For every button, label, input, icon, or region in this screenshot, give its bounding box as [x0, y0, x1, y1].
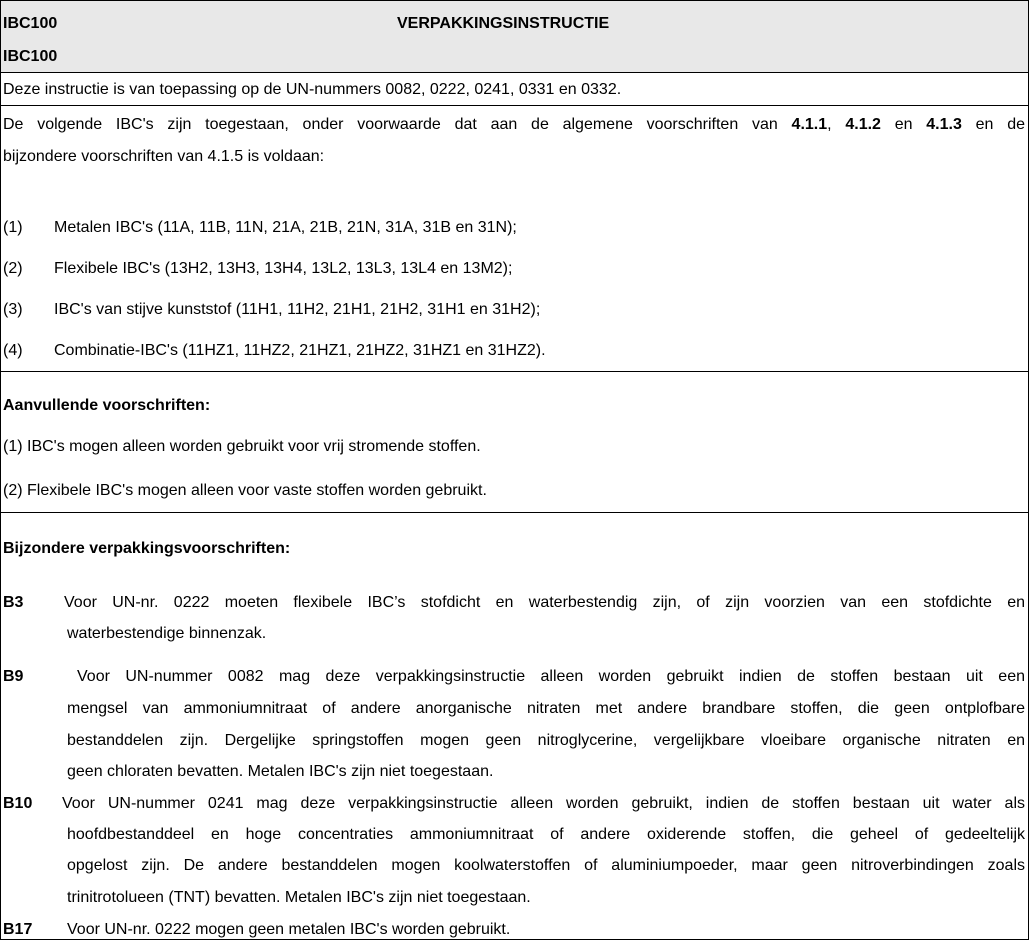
reference-4-1-3: 4.1.3: [926, 116, 962, 133]
list-item: Combinatie-IBC's (11HZ1, 11HZ2, 21HZ1, 21HZ2, 31HZ1 en 31HZ2).: [54, 342, 546, 359]
provision-text: Voor UN-nr. 0222 moeten flexibele IBC’s stofdicht en waterbestendig zijn, of zijn voorzien van een stofdichte en: [64, 594, 1025, 611]
list-item-number: (2): [3, 260, 23, 277]
list-item: IBC's van stijve kunststof (11H1, 11H2, 21H1, 21H2, 31H1 en 31H2);: [54, 301, 541, 318]
list-item-number: (1): [3, 219, 23, 236]
permitted-intro-line2: bijzondere voorschriften van 4.1.5 is voldaan:: [3, 148, 325, 165]
reference-4-1-2: 4.1.2: [845, 116, 881, 133]
additional-item: (2) Flexibele IBC's mogen alleen voor vaste stoffen worden gebruikt.: [3, 482, 487, 499]
section-heading: Bijzondere verpakkingsvoorschriften:: [3, 540, 291, 557]
provision-code: B17: [3, 921, 33, 938]
permitted-intro-line1: De volgende IBC's zijn toegestaan, onder voorwaarde dat aan de algemene voorschriften van 4.1.1, 4.1.2 en 4.1.3 en de: [3, 116, 1025, 133]
divider: [1, 371, 1028, 372]
provision-text: mengsel van ammoniumnitraat of andere anorganische nitraten met andere brandbare stoffen, die geen ontplofbare: [67, 700, 1025, 717]
list-item-number: (4): [3, 342, 23, 359]
provision-text: trinitrotolueen (TNT) bevatten. Metalen IBC's zijn niet toegestaan.: [67, 889, 531, 906]
reference-4-1-1: 4.1.1: [791, 116, 828, 133]
provision-text: bestanddelen zijn. Dergelijke springstoffen mogen geen nitroglycerine, vergelijkbare vloeibare organische nitraten en: [67, 732, 1025, 749]
header-row: [1, 1, 1028, 73]
provision-text: opgelost zijn. De andere bestanddelen mogen koolwaterstoffen of aluminiumpoeder, maar geen nitroverbindingen zoals: [67, 857, 1025, 874]
provision-code: B9: [3, 668, 24, 685]
instruction-code: IBC100: [3, 15, 58, 32]
section-heading: Aanvullende voorschriften:: [3, 397, 211, 414]
list-item: Metalen IBC's (11A, 11B, 11N, 21A, 21B, 21N, 31A, 31B en 31N);: [54, 219, 517, 236]
divider: [1, 512, 1028, 513]
list-item: Flexibele IBC's (13H2, 13H3, 13H4, 13L2, 13L3, 13L4 en 13M2);: [54, 260, 513, 277]
provision-code: B10: [3, 795, 33, 812]
additional-item: (1) IBC's mogen alleen worden gebruikt voor vrij stromende stoffen.: [3, 438, 481, 455]
provision-text: Voor UN-nummer 0241 mag deze verpakkingsinstructie alleen worden gebruikt, indien de stoffen bestaan uit water als: [62, 795, 1025, 812]
provision-text: waterbestendige binnenzak.: [67, 625, 267, 642]
provision-code: B3: [3, 594, 24, 611]
page-title: VERPAKKINGSINSTRUCTIE: [397, 15, 610, 32]
instruction-code-secondary: IBC100: [3, 48, 58, 65]
divider: [1, 105, 1028, 106]
provision-text: Voor UN-nr. 0222 mogen geen metalen IBC's worden gebruikt.: [67, 921, 511, 938]
provision-text: Voor UN-nummer 0082 mag deze verpakkingsinstructie alleen worden gebruikt indien de stoffen bestaan uit een: [77, 668, 1025, 685]
applicability-text: Deze instructie is van toepassing op de UN-nummers 0082, 0222, 0241, 0331 en 0332.: [3, 81, 622, 98]
provision-text: geen chloraten bevatten. Metalen IBC's zijn niet toegestaan.: [67, 763, 494, 780]
provision-text: hoofdbestanddeel en hoge concentraties ammoniumnitraat of andere oxiderende stoffen, die geheel of gedeeltelijk: [67, 826, 1025, 843]
list-item-number: (3): [3, 301, 23, 318]
